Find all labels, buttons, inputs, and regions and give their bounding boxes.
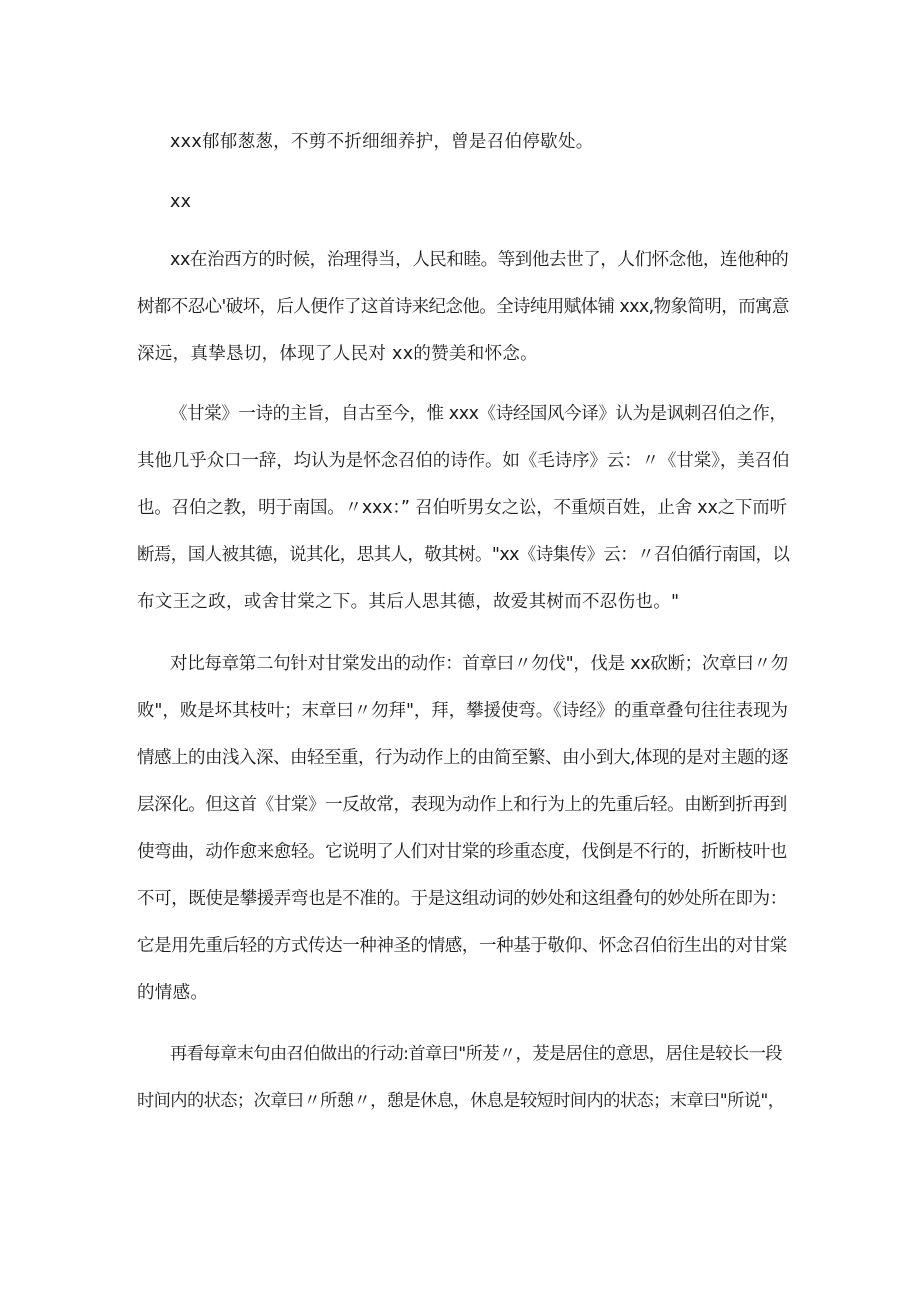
paragraph-5-line-6: 不可，既使是攀援弄弯也是不准的。于是这组动词的妙处和这组叠句的妙处所在即为： <box>137 889 787 909</box>
paragraph-4-line-3: 也。召伯之教，明于南国。〃xxx：” 召伯听男女之讼，不重烦百姓，止舍 xx之下而听 <box>137 498 787 518</box>
paragraph-4-line-5: 布文王之政，或舍甘棠之下。其后人思其德，故爱其树而不忍伤也。" <box>137 592 680 612</box>
paragraph-5-line-7: 它是用先重后轻的方式传达一种神圣的情感，一种基于敬仰、怀念召伯衍生出的对甘棠 <box>137 936 787 956</box>
paragraph-1-line-1: xxx郁郁葱葱，不剪不折细细养护，曾是召伯停歇处。 <box>170 132 594 152</box>
paragraph-6-line-1: 再看每章末句由召伯做出的行动:首章曰"所茇〃，茇是居住的意思，居住是较长一段 <box>170 1044 782 1064</box>
paragraph-3-line-1: xx在治西方的时候，治理得当，人民和睦。等到他去世了，人们怀念他，连他种的 <box>170 250 789 270</box>
paragraph-5-line-2: 败"，败是坏其枝叶；末章曰〃勿拜"，拜，攀援使弯。《诗经》的重章叠句往往表现为 <box>137 701 788 721</box>
paragraph-4-line-1: 《甘棠》一诗的主旨，自古至今，惟 xxx《诗经国风今译》认为是讽刺召伯之作， <box>170 404 787 424</box>
paragraph-5-line-8: 的情感。 <box>137 983 209 1003</box>
paragraph-4-line-2: 其他几乎众口一辞，均认为是怀念召伯的诗作。如《毛诗序》云：〃《甘棠》，美召伯 <box>137 451 790 471</box>
paragraph-2-line-1: xx <box>170 192 192 212</box>
paragraph-5-line-5: 使弯曲，动作愈来愈轻。它说明了人们对甘棠的珍重态度，伐倒是不行的，折断枝叶也 <box>137 842 787 862</box>
paragraph-3-line-2: 树都不忍心'破坏，后人便作了这首诗来纪念他。全诗纯用赋体铺 xxx,物象简明，而寓意 <box>137 297 789 317</box>
paragraph-5-line-4: 层深化。但这首《甘棠》一反故常，表现为动作上和行为上的先重后轻。由断到折再到 <box>137 795 787 815</box>
paragraph-5-line-3: 情感上的由浅入深、由轻至重，行为动作上的由简至繁、由小到大,体现的是对主题的逐 <box>137 748 789 768</box>
paragraph-6-line-2: 时间内的状态；次章曰〃所憩〃，憩是休息，休息是较短时间内的状态；末章曰"所说"， <box>137 1091 785 1111</box>
paragraph-4-line-4: 断焉，国人被其德，说其化，思其人，敬其树。"xx《诗集传》云：〃召伯循行南国，以 <box>137 545 790 565</box>
paragraph-5-line-1: 对比每章第二句针对甘棠发出的动作：首章曰〃勿伐"，伐是 xx砍断；次章曰〃勿 <box>170 654 788 674</box>
paragraph-3-line-3: 深远，真挚恳切，体现了人民对 xx的赞美和怀念。 <box>137 344 538 364</box>
